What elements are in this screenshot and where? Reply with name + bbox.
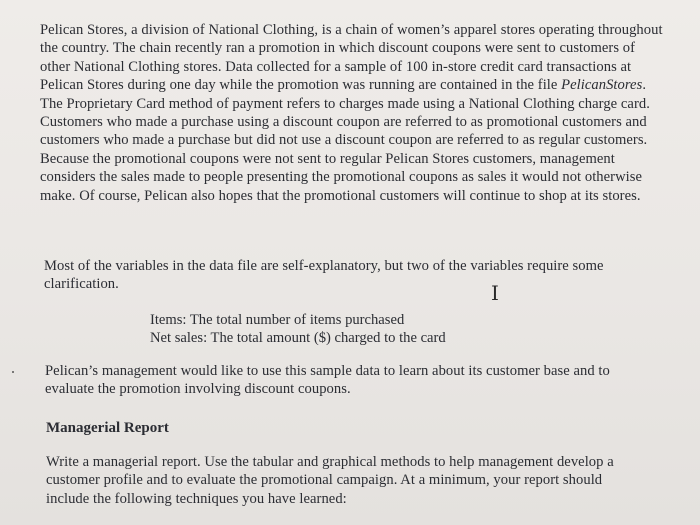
section-heading: Managerial Report (46, 420, 169, 436)
data-file-name: PelicanStores (561, 77, 643, 94)
definition-net-sales: Net sales: The total amount ($) charged to the card (150, 330, 446, 346)
intro-paragraph (40, 21, 665, 205)
intro-text-start: Pelican Stores, a division of National Clothing, is a chain of women’s apparel stores operating throughout the country. The chain recently ran a promotion in which discount coupons were sent to customers of other National Clothing stores. Data collected for a sample of 100 in-store credit card transactions at Pelican Stores during one day while the promotion was running are contained in the file (40, 22, 663, 94)
variables-paragraph: Most of the variables in the data file are self-explanatory, but two of the variables require some clarification. (44, 258, 604, 293)
margin-dot (12, 371, 14, 373)
report-paragraph: Write a managerial report. Use the tabular and graphical methods to help management develop a customer profile and to evaluate the promotional campaign. At a minimum, your report should include the following techniques you have learned: (46, 454, 614, 507)
text-cursor-icon: I (491, 281, 499, 305)
definition-items: Items: The total number of items purchased (150, 312, 405, 328)
intro-text-end: . The Proprietary Card method of payment refers to charges made using a National Clothing charge card. Customers who made a purchase using a discount coupon are referred to as promotional customers and customers who made a purchase but did not use a discount coupon are referred to as regular customers. Because the promotional coupons were not sent to regular Pelican Stores customers, management considers the sales made to people presenting the promotional coupons as sales it would not otherwise make. Of course, Pelican also hopes that the promotional customers will continue to shop at its stores. (40, 77, 650, 204)
management-paragraph: Pelican’s management would like to use this sample data to learn about its customer base and to evaluate the promotion involving discount coupons. (45, 363, 610, 398)
